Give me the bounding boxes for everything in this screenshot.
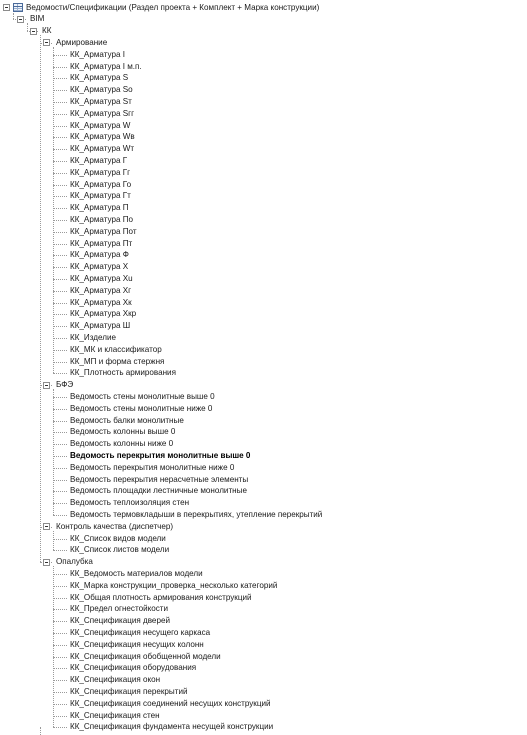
tree-item[interactable]: Ведомость перекрытия монолитные ниже 0 xyxy=(70,462,235,472)
tree-item[interactable]: КК_Арматура Ф xyxy=(70,250,129,260)
tree-guide-line xyxy=(53,550,67,551)
tree-guide-line xyxy=(53,515,67,516)
tree-guide-line xyxy=(53,47,54,373)
tree-guide-line xyxy=(53,90,67,91)
tree-guide-line xyxy=(53,78,67,79)
tree-item[interactable]: Ведомость площадки лестничные монолитные xyxy=(70,486,247,496)
tree-item[interactable]: КК_Спецификация перекрытий xyxy=(70,686,188,696)
tree-item[interactable]: КК_Арматура Хг xyxy=(70,285,132,295)
tree-item[interactable]: КК_Арматура Гг xyxy=(70,167,131,177)
tree-item[interactable]: КК_Арматура Sт xyxy=(70,96,132,106)
tree-guide-line xyxy=(53,267,67,268)
tree-guide-line xyxy=(53,373,67,374)
tree-guide-line xyxy=(53,456,67,457)
tree-item[interactable]: КК_МП и форма стержня xyxy=(70,356,165,366)
tree-node-group[interactable]: Контроль качества (диспетчер) xyxy=(56,521,174,531)
tree-item[interactable]: КК_Спецификация стен xyxy=(70,710,160,720)
tree-item[interactable]: КК_Арматура Гт xyxy=(70,191,131,201)
tree-guide-line xyxy=(40,35,41,562)
tree-guide-line xyxy=(53,432,67,433)
tree-item[interactable]: Ведомость стены монолитные выше 0 xyxy=(70,391,215,401)
tree-guide-line xyxy=(27,23,28,31)
tree-item[interactable]: КК_Арматура S xyxy=(70,73,129,83)
tree-guide-line xyxy=(53,716,67,717)
tree-node-group[interactable]: БФЭ xyxy=(56,380,74,390)
tree-item[interactable]: КК_Список видов модели xyxy=(70,533,166,543)
tree-item[interactable]: КК_Список листов модели xyxy=(70,545,170,555)
tree-item[interactable]: КК_Арматура П xyxy=(70,203,129,213)
tree-guide-line xyxy=(53,291,67,292)
collapse-toggle-group[interactable] xyxy=(43,39,50,46)
tree-item[interactable]: КК_Предел огнестойкости xyxy=(70,604,169,614)
tree-guide-line xyxy=(53,680,67,681)
tree-guide-line xyxy=(53,114,67,115)
tree-node-root[interactable]: Ведомости/Спецификации (Раздел проекта + Комплект + Марка конструкции) xyxy=(26,2,320,12)
tree-guide-line xyxy=(53,586,67,587)
tree-item[interactable]: КК_Спецификация окон xyxy=(70,675,161,685)
collapse-toggle-group[interactable] xyxy=(43,559,50,566)
tree-guide-line xyxy=(53,196,67,197)
tree-guide-line xyxy=(53,692,67,693)
tree-guide-line xyxy=(40,727,41,735)
tree-item[interactable]: Ведомость балки монолитные xyxy=(70,415,184,425)
tree-guide-line xyxy=(53,55,67,56)
tree-guide-line xyxy=(53,566,54,727)
tree-guide-line xyxy=(53,326,67,327)
tree-item[interactable]: КК_Изделие xyxy=(70,332,116,342)
tree-node-group[interactable]: Армирование xyxy=(56,37,108,47)
tree-item[interactable]: КК_Арматура Sгг xyxy=(70,108,135,118)
tree-guide-line xyxy=(53,137,67,138)
collapse-toggle-bim[interactable] xyxy=(17,16,24,23)
tree-guide-line xyxy=(53,633,67,634)
tree-guide-line xyxy=(53,657,67,658)
tree-item-selected[interactable]: Ведомость перекрытия монолитные выше 0 xyxy=(70,450,251,460)
tree-guide-line xyxy=(53,208,67,209)
tree-item[interactable]: КК_Арматура Wв xyxy=(70,132,135,142)
tree-guide-line xyxy=(53,220,67,221)
tree-item[interactable]: КК_Арматура I xyxy=(70,49,125,59)
tree-guide-line xyxy=(53,645,67,646)
tree-guide-line xyxy=(53,279,67,280)
tree-guide-line xyxy=(53,621,67,622)
tree-guide-line xyxy=(53,350,67,351)
tree-item[interactable]: КК_Арматура Го xyxy=(70,179,132,189)
tree-item[interactable]: КК_Ведомость материалов модели xyxy=(70,568,203,578)
tree-guide-line xyxy=(53,539,67,540)
tree-guide-line xyxy=(53,444,67,445)
tree-item[interactable]: КК_Плотность армирования xyxy=(70,368,176,378)
tree-item[interactable]: Ведомость теплоизоляция стен xyxy=(70,498,190,508)
tree-guide-line xyxy=(53,727,67,728)
tree-guide-line xyxy=(53,185,67,186)
tree-guide-line xyxy=(53,232,67,233)
tree-item[interactable]: КК_Спецификация несущего каркаса xyxy=(70,627,211,637)
tree-guide-line xyxy=(53,149,67,150)
tree-guide-line xyxy=(53,609,67,610)
collapse-toggle-kk[interactable] xyxy=(30,28,37,35)
tree-guide-line xyxy=(53,244,67,245)
tree-item[interactable]: Ведомость стены монолитные ниже 0 xyxy=(70,403,213,413)
collapse-toggle-group[interactable] xyxy=(43,382,50,389)
tree-item[interactable]: Ведомость колонны ниже 0 xyxy=(70,439,174,449)
tree-guide-line xyxy=(53,173,67,174)
tree-item[interactable]: КК_Арматура Хкр xyxy=(70,309,137,319)
tree-item[interactable]: КК_Спецификация обобщенной модели xyxy=(70,651,221,661)
tree-item[interactable]: КК_Марка конструкции_проверка_несколько категорий xyxy=(70,580,278,590)
tree-item[interactable]: КК_Спецификация дверей xyxy=(70,616,170,626)
tree-item[interactable]: КК_Арматура Хк xyxy=(70,297,132,307)
tree-guide-line xyxy=(53,668,67,669)
tree-item[interactable]: КК_Арматура Wт xyxy=(70,144,135,154)
tree-item[interactable]: Ведомость термовкладыши в перекрытиях, утепление перекрытий xyxy=(70,509,323,519)
tree-item[interactable]: КК_Арматура Пт xyxy=(70,238,133,248)
collapse-toggle-group[interactable] xyxy=(43,523,50,530)
tree-guide-line xyxy=(53,126,67,127)
tree-guide-line xyxy=(53,303,67,304)
schedule-table-icon xyxy=(13,3,23,12)
tree-item[interactable]: КК_Арматура Х xyxy=(70,262,129,272)
tree-item[interactable]: КК_Арматура Г xyxy=(70,155,128,165)
tree-guide-line xyxy=(53,397,67,398)
tree-guide-line xyxy=(53,255,67,256)
tree-guide-line xyxy=(53,314,67,315)
tree-guide-line xyxy=(53,704,67,705)
tree-item[interactable]: Ведомость колонны выше 0 xyxy=(70,427,176,437)
tree-item[interactable]: КК_Спецификация несущих колонн xyxy=(70,639,204,649)
tree-guide-line xyxy=(53,480,67,481)
tree-guide-line xyxy=(53,503,67,504)
tree-guide-line xyxy=(53,102,67,103)
tree-guide-line xyxy=(53,491,67,492)
collapse-toggle-root[interactable] xyxy=(3,4,10,11)
tree-item[interactable]: КК_Спецификация оборудования xyxy=(70,663,197,673)
tree-item[interactable]: Ведомость перекрытия нерасчетные элементы xyxy=(70,474,249,484)
tree-guide-line xyxy=(53,421,67,422)
tree-guide-line xyxy=(53,389,54,515)
tree-item[interactable]: КК_Арматура I м.п. xyxy=(70,61,142,71)
tree-item[interactable]: КК_Арматура W xyxy=(70,120,131,130)
tree-guide-line xyxy=(53,598,67,599)
tree-item[interactable]: КК_Общая плотность армирования конструкций xyxy=(70,592,252,602)
tree-guide-line xyxy=(53,468,67,469)
tree-node-bim[interactable]: BIM xyxy=(30,14,45,24)
tree-guide-line xyxy=(53,161,67,162)
tree-item[interactable]: КК_Спецификация фундамента несущей конструкции xyxy=(70,722,274,732)
tree-guide-line xyxy=(53,531,54,551)
tree-guide-line xyxy=(53,67,67,68)
tree-node-kk[interactable]: КК xyxy=(42,26,52,36)
tree-guide-line xyxy=(13,13,14,20)
tree-guide-line xyxy=(53,409,67,410)
tree-item[interactable]: КК_МК и классификатор xyxy=(70,344,162,354)
tree-item[interactable]: КК_Арматура Ш xyxy=(70,321,131,331)
tree-item[interactable]: КК_Арматура По xyxy=(70,214,134,224)
tree-item[interactable]: КК_Арматура So xyxy=(70,85,133,95)
tree-guide-line xyxy=(53,574,67,575)
tree-item[interactable]: КК_Арматура Пот xyxy=(70,226,137,236)
tree-item[interactable]: КК_Спецификация соединений несущих конструкций xyxy=(70,698,271,708)
tree-item[interactable]: КК_Арматура Хu xyxy=(70,273,133,283)
tree-guide-line xyxy=(53,338,67,339)
tree-node-group[interactable]: Опалубка xyxy=(56,557,93,567)
tree-guide-line xyxy=(53,362,67,363)
